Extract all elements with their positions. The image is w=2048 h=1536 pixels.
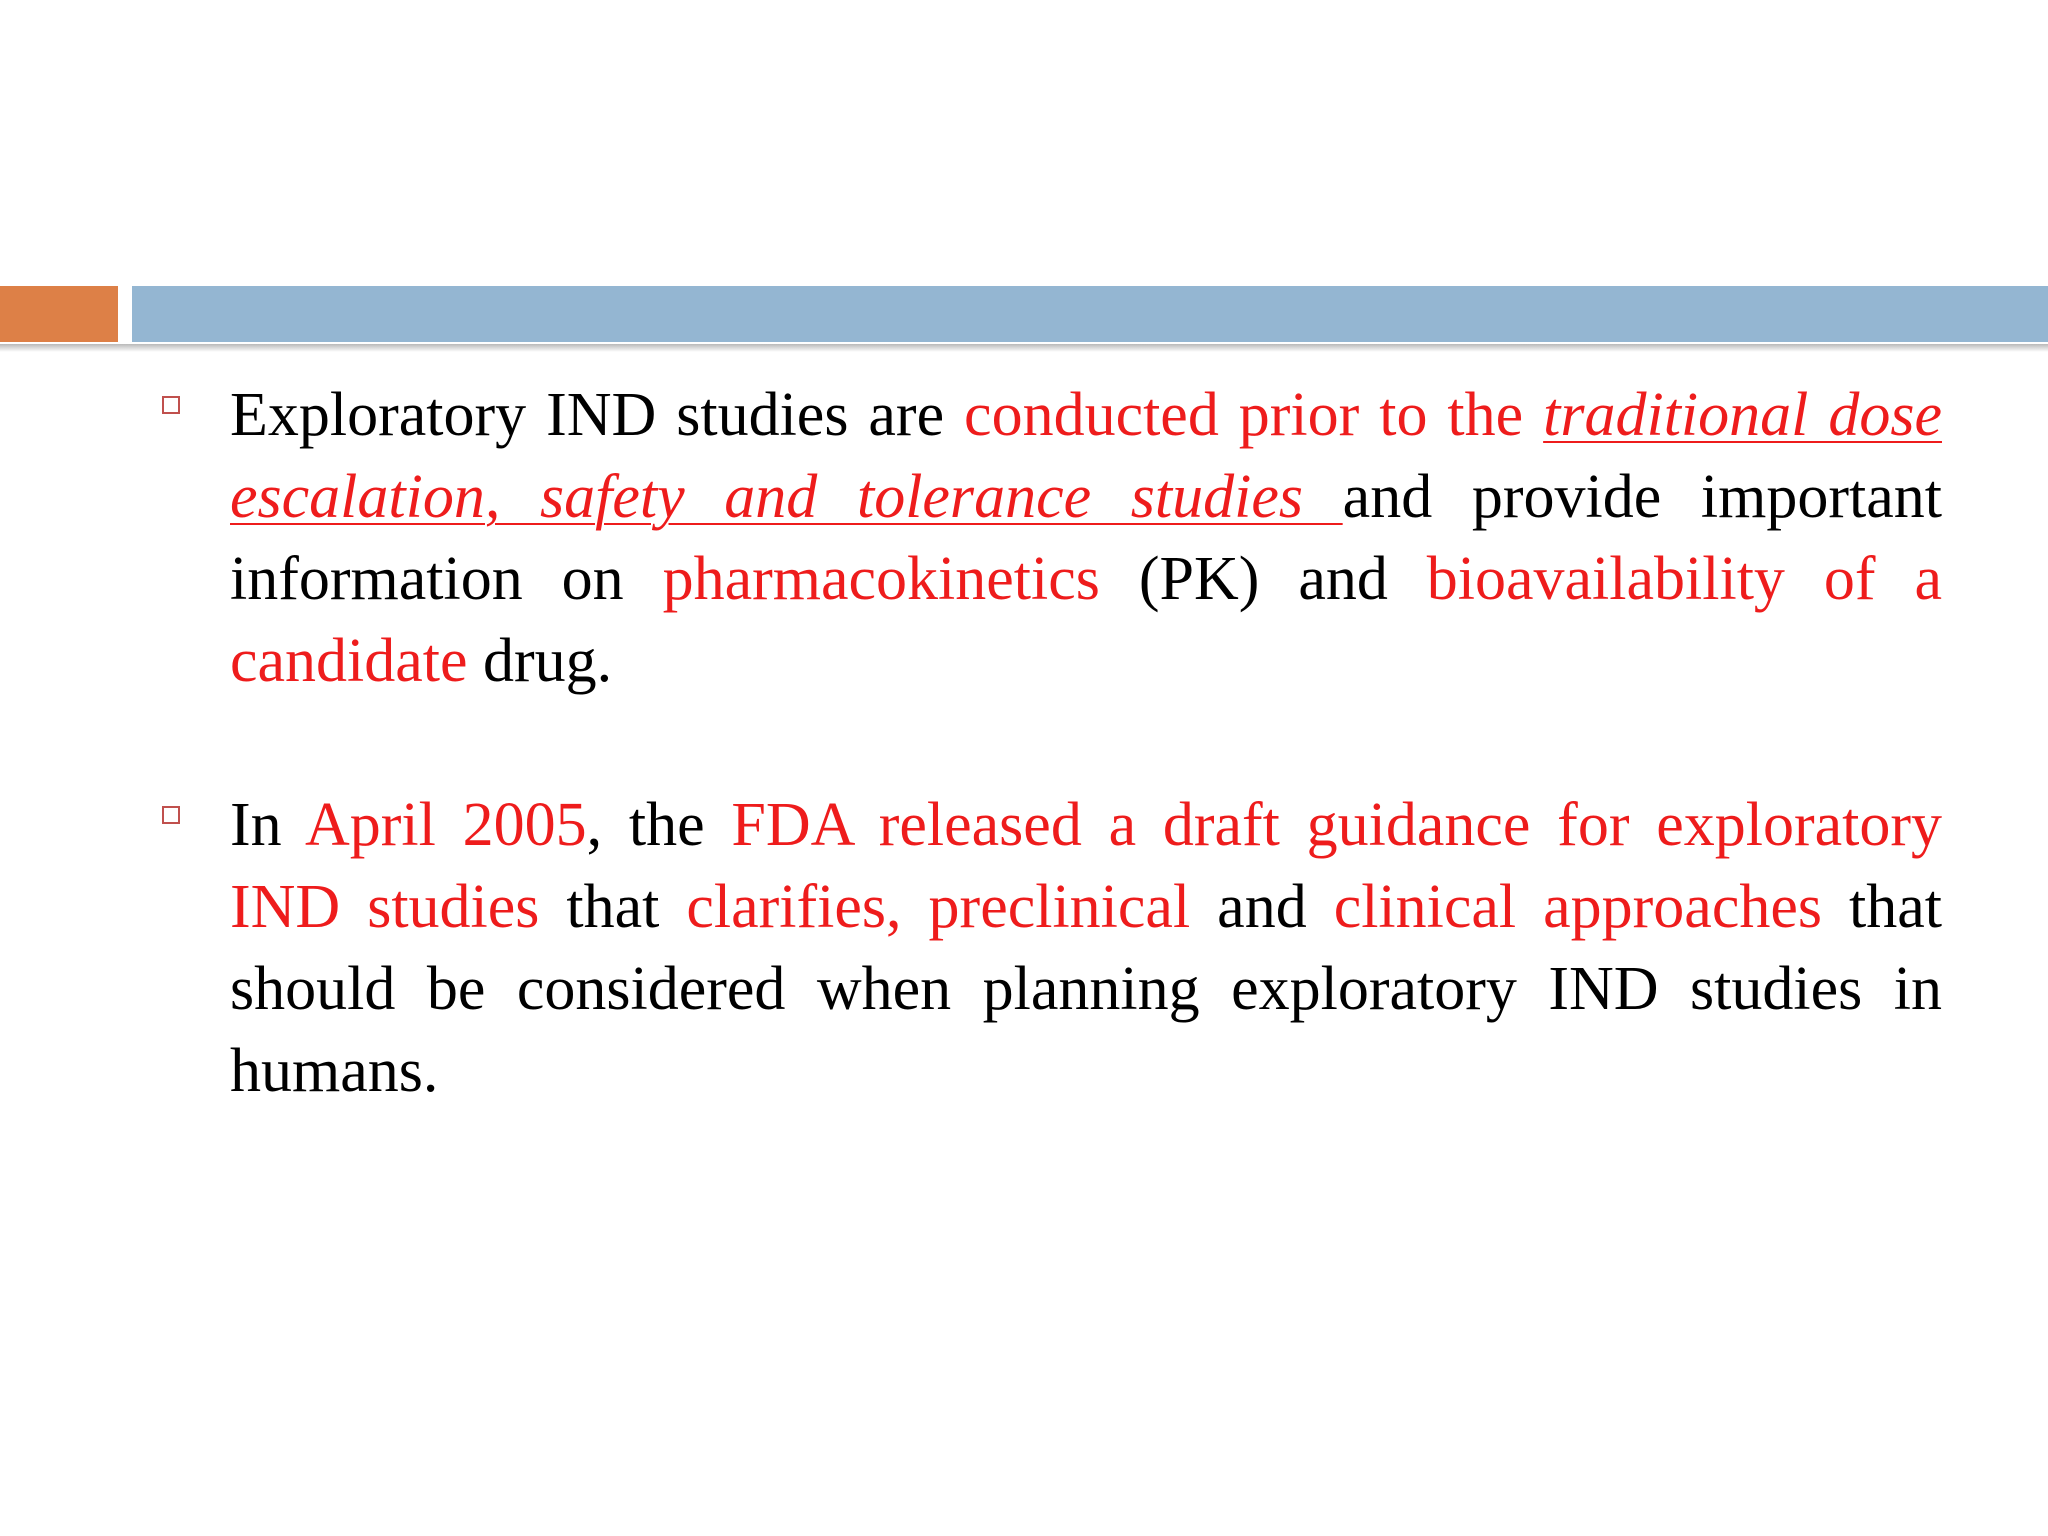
- highlight-segment: FDA released a draft guidance for exploratory IND studies: [230, 791, 1943, 941]
- header-band-shadow: [0, 344, 2048, 352]
- highlight-segment: clarifies, preclinical: [686, 873, 1191, 941]
- text-segment: In: [230, 791, 305, 859]
- text-segment: and provide important information on: [230, 463, 1942, 613]
- text-segment: drug.: [467, 627, 613, 695]
- text-segment: and: [1190, 873, 1334, 941]
- highlight-segment: conducted prior to the: [964, 381, 1544, 449]
- highlight-segment: pharmacokinetics: [662, 545, 1100, 613]
- square-bullet-icon: [162, 396, 180, 414]
- text-segment: Exploratory IND studies are: [230, 381, 965, 449]
- bullet-text-2: [230, 784, 1942, 1112]
- text-segment: , the: [586, 791, 732, 859]
- square-bullet-icon: [162, 806, 180, 824]
- highlight-segment: April 2005: [304, 791, 587, 859]
- bullet-item-2: [152, 784, 1942, 1112]
- highlight-segment: bioavailability of a candidate: [230, 545, 1942, 695]
- bullet-text-1: [230, 374, 1942, 702]
- highlight-segment: clinical approaches: [1333, 873, 1822, 941]
- slide-body: [152, 374, 1942, 1112]
- header-accent-blue: [132, 286, 2048, 342]
- text-segment: (PK) and: [1099, 545, 1427, 613]
- text-segment: that: [539, 873, 687, 941]
- bullet-item-1: [152, 374, 1942, 702]
- header-accent-orange: [0, 286, 118, 342]
- underlined-highlight-segment: traditional dose escalation, safety and tolerance studies: [230, 381, 1942, 531]
- text-segment: that should be considered when planning exploratory IND studies in humans.: [230, 873, 1942, 1105]
